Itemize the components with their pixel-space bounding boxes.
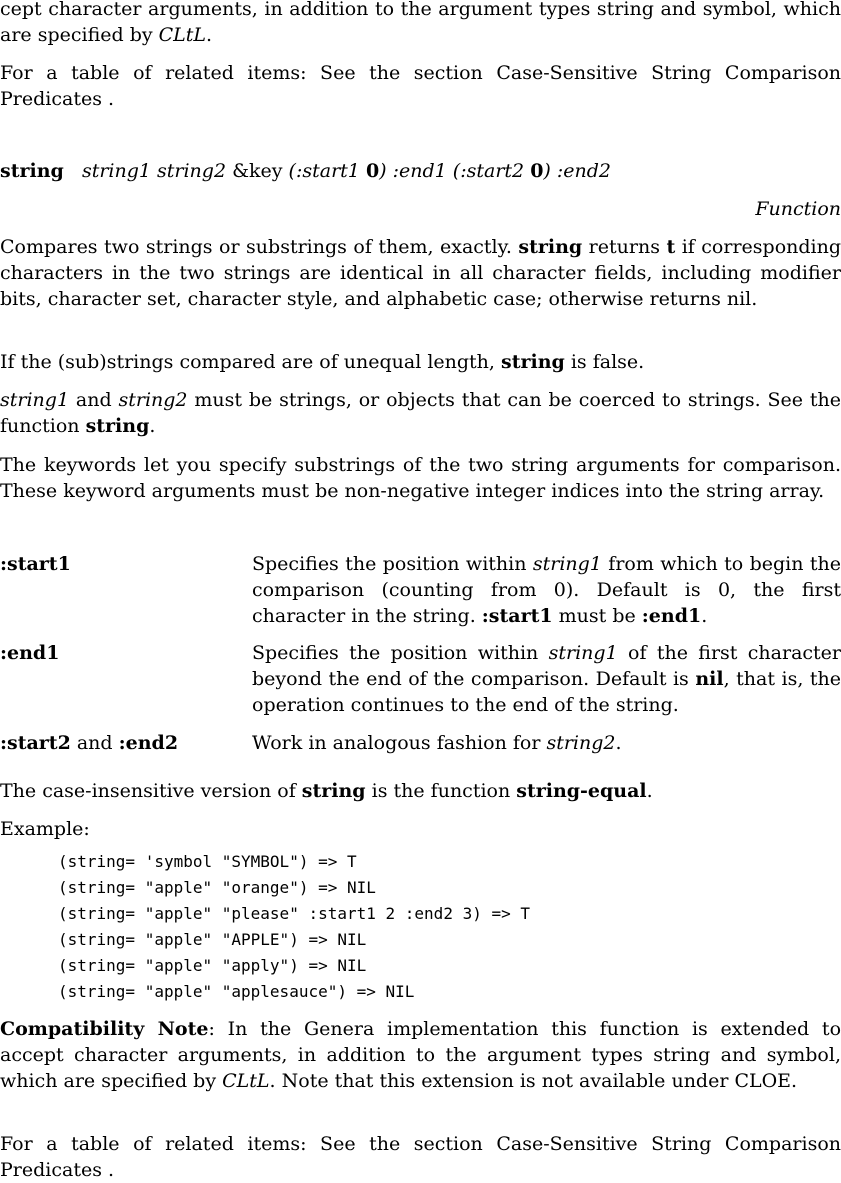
related-items-top: For a table of related items: See the section Case-Sensitive String Comparison Predicates . xyxy=(0,62,841,110)
arguments-paragraph: string1 and string2 must be strings, or objects that can be coerced to strings. See the function string. xyxy=(0,389,841,437)
keyword-start2-end2-description: Work in analogous fashion for string2. xyxy=(252,732,622,754)
code-line: (string= "apple" "APPLE") => NIL xyxy=(58,930,367,949)
compatibility-note: Compatibility Note: In the Genera implementation this function is extended to accept character arguments, in addition to the argument types string and symbol, which are specified by CLtL. Note that this extension is not available under CLOE. xyxy=(0,1018,841,1092)
keywords-paragraph: The keywords let you specify substrings of the two string arguments for comparison. These keyword arguments must be non-negative integer indices into the string array. xyxy=(0,454,841,502)
keyword-start1-description: Specifies the position within string1 from which to begin the comparison (counting from 0). Default is 0, the first character in the string. :start1 must be :end1. xyxy=(252,553,841,627)
example-label: Example: xyxy=(0,818,90,840)
code-line: (string= "apple" "apply") => NIL xyxy=(58,956,367,975)
description-paragraph: Compares two strings or substrings of them, exactly. string returns t if corresponding characters in the two strings are identical in all character fields, including modifier bits, character set, character style, and alphabetic case; otherwise returns nil. xyxy=(0,236,841,310)
keyword-end1-term: :end1 xyxy=(0,642,60,664)
code-line: (string= "apple" "please" :start1 2 :end2 3) => T xyxy=(58,904,531,923)
keyword-start2-end2-term: :start2 and :end2 xyxy=(0,732,179,754)
keyword-start1-term: :start1 xyxy=(0,553,71,575)
code-line: (string= "apple" "applesauce") => NIL xyxy=(58,982,415,1001)
function-name: string xyxy=(0,160,64,182)
function-signature: string string1 string2 &key (:start1 0) :end1 (:start2 0) :end2 xyxy=(0,160,612,182)
case-insensitive-paragraph: The case-insensitive version of string is the function string-equal. xyxy=(0,780,653,802)
unequal-length-paragraph: If the (sub)strings compared are of unequal length, string is false. xyxy=(0,351,645,373)
code-line: (string= 'symbol "SYMBOL") => T xyxy=(58,852,357,871)
related-items-bottom: For a table of related items: See the section Case-Sensitive String Comparison Predicates . xyxy=(0,1133,841,1181)
code-line: (string= "apple" "orange") => NIL xyxy=(58,878,376,897)
entry-kind: Function xyxy=(755,198,841,220)
keyword-end1-description: Specifies the position within string1 of the first character beyond the end of the comparison. Default is nil, that is, the operation continues to the end of the string. xyxy=(252,642,841,716)
compat-note-continuation: cept character arguments, in addition to the argument types string and symbol, which are specified by CLtL. xyxy=(0,0,841,46)
